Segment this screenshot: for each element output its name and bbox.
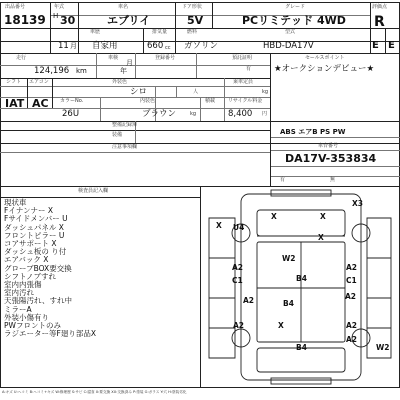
remark-line: エアバック X bbox=[4, 255, 49, 265]
overall-score: R bbox=[374, 14, 385, 30]
check-ari: 有 bbox=[280, 177, 286, 183]
damage-mark: X bbox=[271, 212, 277, 221]
row-line bbox=[270, 166, 400, 167]
remark-line: コアサポート X bbox=[4, 239, 57, 249]
frame-bottom bbox=[0, 387, 400, 388]
exterior-color: シロ bbox=[130, 87, 148, 97]
remark-line: Fサイドメンバー U bbox=[4, 214, 68, 224]
sales-point: ★オークションデビュー★ bbox=[274, 64, 375, 74]
damage-mark: A2 bbox=[232, 263, 244, 272]
reg-label: 車歴 bbox=[90, 29, 101, 35]
interior-color: ブラウン bbox=[142, 109, 177, 119]
mileage-value: 124,196 bbox=[34, 66, 70, 76]
col-line bbox=[27, 78, 28, 108]
col-line bbox=[78, 2, 79, 53]
col-line bbox=[370, 2, 371, 53]
check-nashi: 無 bbox=[330, 177, 336, 183]
damage-mark: X bbox=[320, 212, 326, 221]
remark-line: シフトノブすれ bbox=[4, 271, 57, 281]
car-diagram bbox=[201, 188, 399, 386]
row-line bbox=[0, 152, 270, 153]
damage-mark: B4 bbox=[296, 343, 307, 352]
remark-line: ラジエーター等F廻り部品X bbox=[4, 329, 96, 339]
damage-legend: A:キズ U:ヘコミ B:ヘコミ+キズ W:修理歴 S:サビ C:腐食 X:要交換 XX:交換済み P:塗装 G:ガラス Y:穴 H:塗装劣化 bbox=[2, 390, 187, 394]
damage-mark: X bbox=[318, 233, 324, 242]
damage-mark: U4 bbox=[233, 223, 245, 232]
lot-number: 18139 bbox=[4, 13, 46, 27]
registration-type: 自家用 bbox=[92, 41, 118, 51]
col-line bbox=[143, 28, 144, 53]
notes-label: 注意事項欄 bbox=[112, 144, 138, 150]
aircon-value: AC bbox=[32, 97, 49, 110]
remark-line: 天張陽汚れ、すれ中 bbox=[4, 296, 72, 306]
remark-line: 外装小傷有り bbox=[4, 312, 49, 322]
remark-line: 現状車 bbox=[4, 198, 27, 207]
col-line bbox=[176, 86, 177, 97]
damage-mark: X bbox=[216, 221, 222, 230]
shaken-year-unit: 年 bbox=[120, 67, 127, 75]
inspection-record-label: 整備記録簿 bbox=[112, 122, 138, 128]
remark-line: ダッシュ板の り付 bbox=[4, 247, 67, 257]
kg-unit: kg bbox=[262, 89, 269, 95]
door-type: 5V bbox=[187, 14, 204, 27]
model-label: 型式 bbox=[285, 29, 296, 35]
interior-label: 内装色 bbox=[140, 98, 156, 104]
col-line bbox=[175, 2, 176, 53]
damage-mark: C1 bbox=[232, 276, 243, 285]
aircon-label: エアコン bbox=[29, 79, 49, 85]
damage-mark: X3 bbox=[352, 199, 364, 208]
row-line bbox=[0, 53, 400, 54]
col-line bbox=[96, 53, 97, 78]
frame-left bbox=[0, 2, 1, 387]
damage-mark: A2 bbox=[346, 321, 358, 330]
shaken-label: 車検 bbox=[108, 55, 119, 61]
car-name-label: 車名 bbox=[118, 4, 129, 10]
row-line bbox=[270, 150, 400, 151]
lot-label: 出品番号 bbox=[5, 4, 26, 10]
chassis-label: 車台番号 bbox=[318, 143, 339, 149]
doors-label: ドア形状 bbox=[182, 4, 202, 10]
row-line bbox=[270, 176, 400, 177]
year-label: 年式 bbox=[54, 4, 65, 10]
remark-line: ダッシュパネル X bbox=[4, 222, 64, 232]
fuel-type: ガソリン bbox=[184, 41, 219, 51]
loading-label: 積載 bbox=[205, 98, 216, 104]
registration-label: 登録番号 bbox=[155, 55, 176, 61]
row-line bbox=[270, 137, 400, 138]
color-no-label: カラーNo. bbox=[60, 98, 84, 104]
frame-top bbox=[0, 2, 400, 3]
inspector-remarks bbox=[4, 199, 198, 338]
col-line bbox=[52, 78, 53, 108]
capacity-label: 乗車定員 bbox=[233, 79, 254, 85]
remark-line: ミラーA bbox=[4, 304, 32, 314]
sales-point-label: セールスポイント bbox=[305, 55, 345, 61]
remark-line: グローブBOX要交換 bbox=[4, 263, 72, 273]
color-number: 26U bbox=[62, 109, 80, 119]
grade-value: PCリミテッド 4WD bbox=[242, 14, 346, 27]
person-unit: 人 bbox=[193, 89, 199, 95]
disp-label: 排気量 bbox=[152, 29, 168, 35]
month-unit: 月 bbox=[70, 42, 77, 50]
shaken-month-unit: 月 bbox=[126, 59, 133, 67]
row-line bbox=[0, 121, 400, 122]
col-line bbox=[212, 2, 213, 28]
interior-score: E bbox=[372, 40, 379, 51]
era-code: H bbox=[53, 12, 59, 20]
remark-line: フロントピラー U bbox=[4, 230, 65, 240]
score-label: 評価点 bbox=[372, 4, 388, 10]
chassis-number: DA17V-353834 bbox=[285, 152, 377, 165]
col-line bbox=[270, 53, 271, 186]
damage-mark: A2 bbox=[346, 263, 358, 272]
damage-mark: B4 bbox=[283, 299, 294, 308]
month-value: 11 bbox=[58, 41, 69, 51]
year-value: 30 bbox=[60, 14, 76, 27]
col-line bbox=[224, 78, 225, 121]
col-line bbox=[100, 97, 101, 121]
damage-mark: C1 bbox=[346, 276, 357, 285]
row-line bbox=[0, 197, 200, 198]
recycle-ari: 有 bbox=[246, 66, 252, 72]
color-label: 外装色 bbox=[112, 79, 128, 85]
equipment: ABS エアB PS PW bbox=[280, 128, 346, 136]
recycle-label: 預託証明 bbox=[232, 55, 253, 61]
recycle-fee-label: リサイクル料金 bbox=[228, 98, 263, 104]
recycle-fee: 8,400 bbox=[228, 109, 253, 119]
damage-mark: A2 bbox=[243, 296, 255, 305]
remark-line: 室内内張傷 bbox=[4, 280, 42, 290]
damage-mark: X bbox=[278, 321, 284, 330]
shift-label: シフト bbox=[6, 79, 22, 85]
col-line bbox=[196, 53, 197, 78]
col-line bbox=[50, 2, 51, 53]
damage-mark: A2 bbox=[233, 321, 245, 330]
yen-unit: 円 bbox=[262, 111, 268, 117]
row-line bbox=[0, 143, 400, 144]
exterior-score: E bbox=[388, 40, 395, 51]
row-line bbox=[0, 28, 400, 29]
grade-label: グレード bbox=[285, 4, 306, 10]
accessories-label: 装備 bbox=[112, 132, 123, 138]
damage-mark: B4 bbox=[296, 274, 307, 283]
car-name: エブリイ bbox=[107, 14, 151, 27]
damage-mark: A2 bbox=[346, 335, 358, 344]
loading-unit: kg bbox=[190, 111, 197, 117]
damage-mark: W2 bbox=[376, 343, 390, 352]
inspector-label: 検査員記入欄 bbox=[78, 188, 109, 194]
damage-mark: W2 bbox=[282, 254, 296, 263]
mileage-unit: km bbox=[76, 67, 87, 75]
col-line bbox=[200, 97, 201, 121]
remark-line: Fイナンナー X bbox=[4, 206, 53, 216]
shift-value: IAT bbox=[5, 97, 25, 110]
fuel-label: 燃料 bbox=[187, 29, 198, 35]
displacement: 660 bbox=[147, 41, 164, 51]
damage-mark: A2 bbox=[345, 292, 357, 301]
remark-line: 室内汚れ bbox=[4, 288, 34, 298]
cc-unit: cc bbox=[165, 45, 171, 51]
model-code: HBD-DA17V bbox=[263, 41, 314, 51]
mileage-label: 走行 bbox=[16, 55, 27, 61]
col-line bbox=[385, 28, 386, 53]
col-line bbox=[135, 53, 136, 78]
remark-line: PWフロントのみ bbox=[4, 321, 61, 331]
